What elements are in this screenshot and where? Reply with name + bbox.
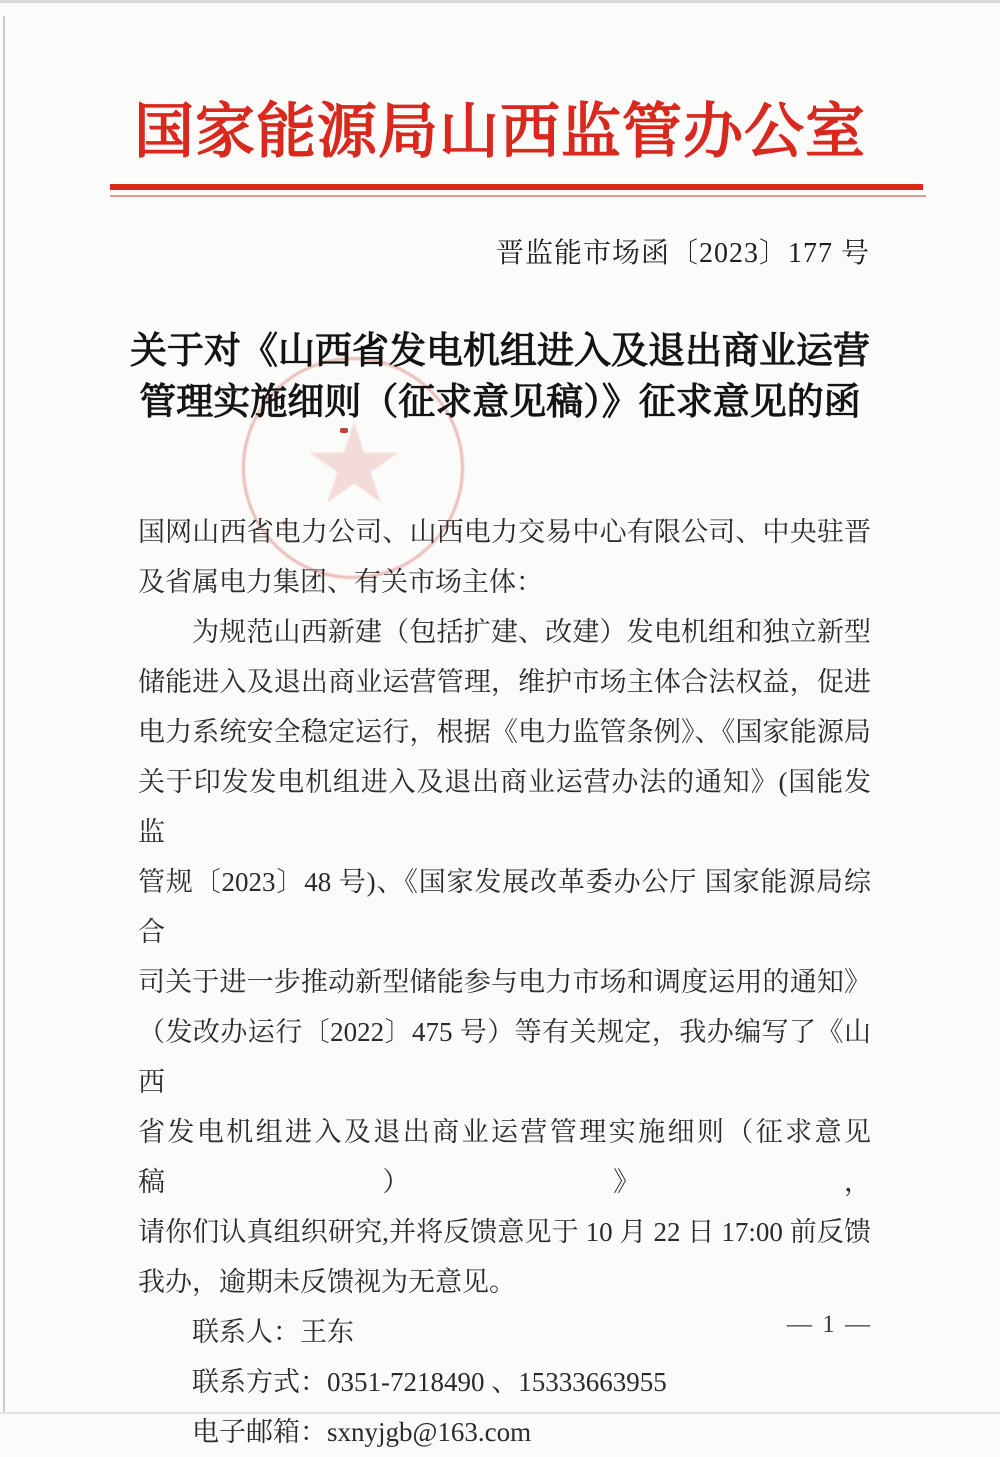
body-line: 联系方式：0351-7218490 、15333663955	[192, 1367, 667, 1397]
body-line: 及省属电力集团、有关市场主体：	[138, 567, 543, 597]
document-title	[0, 326, 1000, 428]
body-line: 电子邮箱：sxnyjgb@163.com	[192, 1417, 532, 1447]
issuer-letterhead-title: 国家能源局山西监管办公室	[134, 99, 866, 165]
body-line: 联系人：王东	[192, 1317, 354, 1347]
letter-body	[138, 507, 871, 1457]
body-line: 请你们认真组织研究,并将反馈意见于 10 月 22 日 17:00 前反馈	[138, 1217, 871, 1247]
body-line: 我办，逾期未反馈视为无意见。	[138, 1267, 516, 1297]
scan-edge-left	[3, 16, 5, 1414]
page-number: — 1 —	[787, 1311, 872, 1338]
seal-star-icon	[308, 422, 400, 510]
document-title-line-2: 管理实施细则（征求意见稿）》征求意见的函	[139, 382, 861, 423]
seal-ink-speck	[340, 428, 348, 433]
body-line: 为规范山西新建（包括扩建、改建）发电机组和独立新型	[192, 617, 871, 647]
red-separator-rule-thin	[110, 195, 926, 197]
body-line: 储能进入及退出商业运营管理，维护市场主体合法权益，促进	[138, 667, 871, 697]
body-line: 国网山西省电力公司、山西电力交易中心有限公司、中央驻晋	[138, 517, 871, 547]
red-separator-rule-thick	[110, 184, 923, 190]
document-reference-number: 晋监能市场函〔2023〕177 号	[495, 238, 870, 269]
scan-edge-top	[0, 0, 1000, 3]
body-line: （发改办运行〔2022〕475 号）等有关规定，我办编写了《山西	[138, 1017, 871, 1097]
document-title-line-1: 关于对《山西省发电机组进入及退出商业运营	[130, 331, 870, 372]
body-line: 司关于进一步推动新型储能参与电力市场和调度运用的通知》	[138, 967, 871, 997]
body-line: 关于印发发电机组进入及退出商业运营办法的通知》(国能发监	[138, 767, 871, 847]
body-line: 电力系统安全稳定运行，根据《电力监管条例》、《国家能源局	[138, 717, 871, 747]
body-line: 管规〔2023〕48 号)、《国家发展改革委办公厅 国家能源局综合	[138, 867, 871, 947]
body-line: 省发电机组进入及退出商业运营管理实施细则（征求意见稿）》，	[138, 1117, 871, 1197]
